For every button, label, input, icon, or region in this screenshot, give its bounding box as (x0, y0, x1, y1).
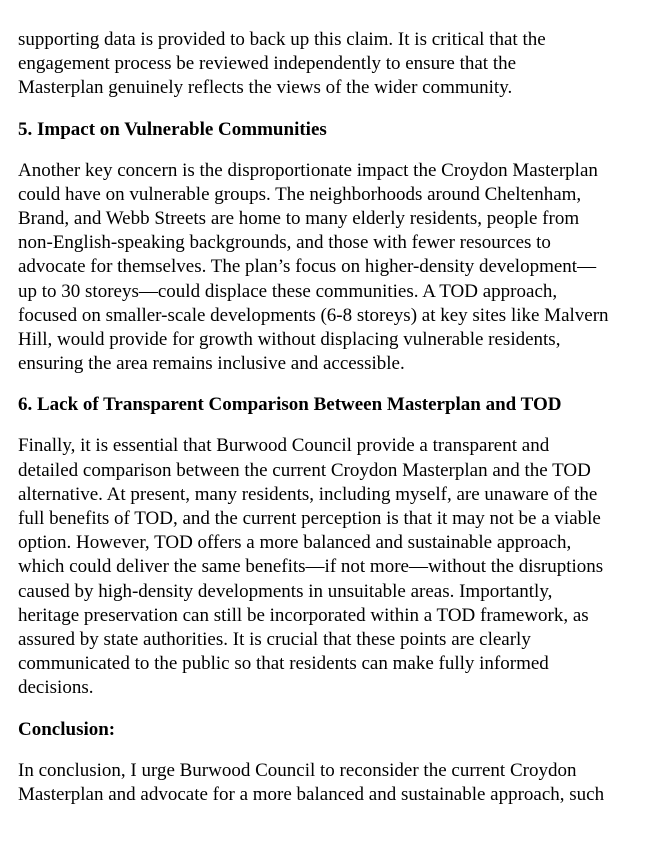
text-line: In conclusion, I urge Burwood Council to reconsider the current Croydon (18, 759, 577, 781)
text-line: Masterplan and advocate for a more balanced and sustainable approach, such (18, 783, 605, 805)
text-line: alternative. At present, many residents, including myself, are unaware of the (18, 483, 598, 505)
text-line: focused on smaller-scale developments (6-8 storeys) at key sites like Malvern (18, 304, 609, 326)
document-page (18, 28, 648, 807)
section-5-heading: 5. Impact on Vulnerable Communities (18, 118, 327, 140)
text-line: supporting data is provided to back up this claim. It is critical that the (18, 29, 546, 50)
text-line: up to 30 storeys—could displace these communities. A TOD approach, (18, 280, 558, 302)
section-6-heading: 6. Lack of Transparent Comparison Between Masterplan and TOD (18, 394, 562, 416)
text-line: heritage preservation can still be incorporated within a TOD framework, as (18, 604, 589, 626)
section-5-paragraph (18, 159, 648, 377)
text-line: non-English-speaking backgrounds, and those with fewer resources to (18, 232, 551, 254)
text-line: Brand, and Webb Streets are home to many elderly residents, people from (18, 208, 580, 230)
conclusion-paragraph (18, 759, 648, 807)
text-line: detailed comparison between the current Croydon Masterplan and the TOD (18, 459, 591, 481)
section-6-paragraph (18, 434, 648, 700)
text-line: Masterplan genuinely reflects the views of the wider community. (18, 77, 513, 99)
text-line: engagement process be reviewed independently to ensure that the (18, 53, 517, 75)
intro-paragraph (18, 28, 648, 101)
text-line: assured by state authorities. It is crucial that these points are clearly (18, 629, 531, 651)
text-line: ensuring the area remains inclusive and accessible. (18, 353, 405, 375)
text-line: Finally, it is essential that Burwood Council provide a transparent and (18, 435, 550, 457)
text-line: full benefits of TOD, and the current perception is that it may not be a viable (18, 508, 601, 530)
text-line: Hill, would provide for growth without displacing vulnerable residents, (18, 329, 561, 351)
conclusion-heading: Conclusion: (18, 718, 116, 740)
text-line: option. However, TOD offers a more balanced and sustainable approach, (18, 532, 572, 554)
text-line: could have on vulnerable groups. The neighborhoods around Cheltenham, (18, 183, 582, 205)
text-line: communicated to the public so that residents can make fully informed (18, 653, 549, 675)
text-line: decisions. (18, 677, 94, 699)
text-line: caused by high-density developments in unsuitable areas. Importantly, (18, 580, 553, 602)
text-line: advocate for themselves. The plan’s focus on higher-density development— (18, 256, 597, 278)
text-line: which could deliver the same benefits—if not more—without the disruptions (18, 556, 604, 578)
text-line: Another key concern is the disproportionate impact the Croydon Masterplan (18, 159, 598, 181)
